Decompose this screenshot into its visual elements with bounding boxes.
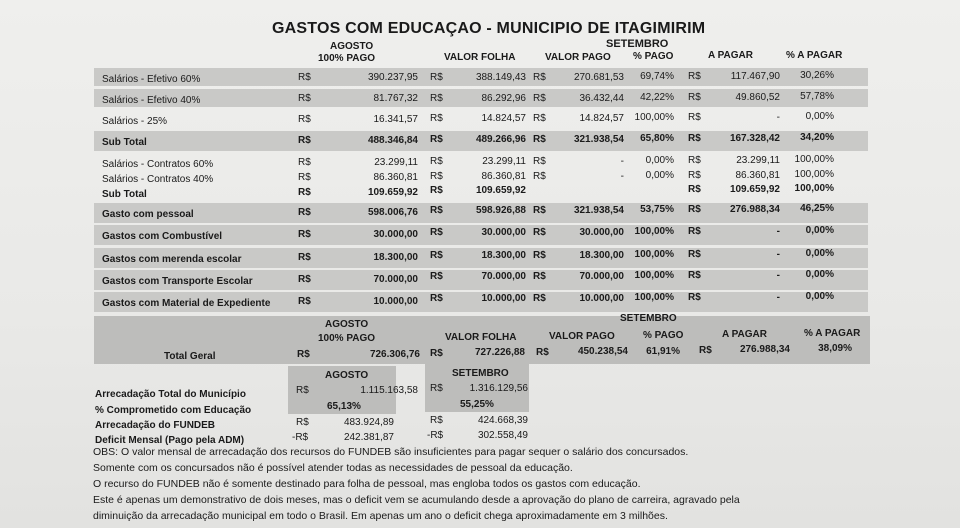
row-label: Gastos com Combustível — [102, 231, 223, 242]
row-currency: R$ — [688, 133, 701, 144]
row-currency: R$ — [430, 185, 443, 196]
row-valor-folha: 86.292,96 — [481, 93, 526, 104]
total-header-setembro: SETEMBRO — [620, 313, 677, 324]
header-setembro: SETEMBRO — [606, 38, 669, 50]
header-pct-pago: % PAGO — [633, 51, 674, 62]
row-pct-a-pagar: 100,00% — [794, 169, 834, 180]
arrecadacao-set: 1.316.129,56 — [469, 383, 528, 394]
comprometido-set: 55,25% — [460, 399, 494, 410]
fundeb-cur-set: R$ — [430, 415, 443, 426]
row-currency: R$ — [298, 135, 311, 146]
row-pct-a-pagar: 57,78% — [800, 91, 834, 102]
row-valor-folha: 86.360,81 — [481, 171, 526, 182]
row-agosto-value: 23.299,11 — [374, 157, 418, 168]
row-pct-pago: 100,00% — [634, 270, 674, 281]
row-currency: R$ — [430, 205, 443, 216]
row-currency: R$ — [533, 113, 546, 124]
arrecadacao-cur-set: R$ — [430, 383, 443, 394]
row-currency: R$ — [430, 134, 443, 145]
row-label: Sub Total — [102, 137, 147, 148]
row-currency: R$ — [430, 156, 443, 167]
total-cur-ago: R$ — [297, 349, 310, 360]
row-currency: R$ — [298, 252, 311, 263]
total-header-pct-a-pagar: % A PAGAR — [804, 328, 861, 339]
row-currency: R$ — [430, 271, 443, 282]
row-pct-pago: 100,00% — [634, 226, 674, 237]
row-valor-pago: 70.000,00 — [579, 271, 624, 282]
row-currency: R$ — [298, 93, 311, 104]
row-currency: R$ — [688, 92, 701, 103]
row-label: Salários - Efetivo 60% — [102, 74, 201, 85]
row-pct-pago: 100,00% — [634, 112, 674, 123]
note-line-2: Somente com os concursados não é possível atender todas as necessidades de pessoal da educação. — [93, 462, 573, 474]
row-agosto-value: 30.000,00 — [373, 229, 418, 240]
row-currency: R$ — [688, 184, 701, 195]
row-label: Salários - Contratos 60% — [102, 159, 214, 170]
deficit-cur-set: -R$ — [427, 430, 444, 441]
row-agosto-value: 86.360,81 — [373, 172, 418, 183]
row-valor-pago: 30.000,00 — [579, 227, 624, 238]
total-cur-apagar: R$ — [699, 345, 712, 356]
arrecadacao-cur-ago: R$ — [296, 385, 309, 396]
document-title: GASTOS COM EDUCAÇAO - MUNICIPIO DE ITAGIMIRIM — [272, 20, 706, 37]
row-label: Salários - Contratos 40% — [102, 174, 214, 185]
row-agosto-value: 81.767,32 — [373, 93, 418, 104]
header-a-pagar: A PAGAR — [708, 50, 753, 61]
row-a-pagar: - — [776, 249, 780, 260]
row-pct-pago: 42,22% — [640, 92, 674, 103]
fundeb-cur-ago: R$ — [296, 417, 309, 428]
row-currency: R$ — [430, 72, 443, 83]
row-a-pagar: 109.659,92 — [729, 184, 780, 195]
note-line-1: OBS: O valor mensal de arrecadação dos recursos do FUNDEB são insuficientes para pagar sequer o salário dos concursados. — [93, 446, 689, 458]
row-valor-pago: 14.824,57 — [579, 113, 624, 124]
row-label: Salários - 25% — [102, 116, 168, 127]
row-pct-pago: 69,74% — [640, 71, 674, 82]
row-currency: R$ — [298, 114, 311, 125]
row-a-pagar: - — [776, 112, 780, 123]
total-cur-folha: R$ — [430, 348, 443, 359]
total-header-100-pago: 100% PAGO — [318, 333, 376, 344]
row-currency: R$ — [430, 293, 443, 304]
row-currency: R$ — [298, 229, 311, 240]
row-pct-a-pagar: 0,00% — [805, 225, 834, 236]
row-agosto-value: 488.346,84 — [367, 135, 418, 146]
row-currency: R$ — [688, 204, 701, 215]
row-currency: R$ — [298, 296, 311, 307]
row-a-pagar: - — [776, 292, 780, 303]
row-pct-pago: 0,00% — [645, 155, 674, 166]
row-currency: R$ — [298, 187, 311, 198]
row-pct-a-pagar: 30,26% — [800, 70, 834, 81]
row-currency: R$ — [533, 93, 546, 104]
total-apagar: 276.988,34 — [739, 344, 790, 355]
header-valor-folha: VALOR FOLHA — [444, 52, 516, 63]
total-header-agosto: AGOSTO — [325, 319, 369, 330]
header-agosto: AGOSTO — [330, 41, 374, 52]
row-currency: R$ — [298, 207, 311, 218]
row-agosto-value: 70.000,00 — [373, 274, 418, 285]
header-valor-pago: VALOR PAGO — [545, 52, 611, 63]
row-pct-a-pagar: 100,00% — [794, 154, 834, 165]
header-pct-a-pagar: % A PAGAR — [786, 50, 843, 61]
row-a-pagar: 86.360,81 — [735, 170, 780, 181]
row-valor-folha: 70.000,00 — [481, 271, 526, 282]
row-a-pagar: 49.860,52 — [735, 92, 780, 103]
total-header-a-pagar: A PAGAR — [722, 329, 767, 340]
row-valor-folha: 18.300,00 — [481, 250, 526, 261]
row-agosto-value: 390.237,95 — [367, 72, 418, 83]
deficit-set: 302.558,49 — [477, 430, 528, 441]
row-pct-pago: 53,75% — [640, 204, 674, 215]
row-currency: R$ — [688, 270, 701, 281]
deficit-label: Deficit Mensal (Pago pela ADM) — [95, 435, 245, 446]
row-a-pagar: 117.467,90 — [730, 71, 780, 82]
total-folha: 727.226,88 — [474, 347, 525, 358]
row-pct-a-pagar: 0,00% — [805, 248, 834, 259]
row-pct-pago: 65,80% — [640, 133, 674, 144]
row-pct-a-pagar: 100,00% — [794, 183, 834, 194]
deficit-cur-ago: -R$ — [292, 432, 309, 443]
row-currency: R$ — [298, 72, 311, 83]
row-agosto-value: 16.341,57 — [373, 114, 418, 125]
row-valor-folha: 388.149,43 — [475, 72, 526, 83]
row-pct-pago: 100,00% — [634, 292, 674, 303]
row-label: Gasto com pessoal — [102, 209, 194, 220]
row-label: Gastos com Material de Expediente — [102, 298, 271, 309]
row-currency: R$ — [430, 250, 443, 261]
total-header-pct-pago: % PAGO — [643, 330, 684, 341]
row-pct-a-pagar: 46,25% — [800, 203, 834, 214]
row-currency: R$ — [298, 157, 311, 168]
row-currency: R$ — [430, 171, 443, 182]
row-agosto-value: 598.006,76 — [367, 207, 418, 218]
row-valor-pago: - — [620, 171, 624, 182]
row-currency: R$ — [430, 113, 443, 124]
row-valor-pago: 270.681,53 — [573, 72, 624, 83]
row-currency: R$ — [533, 72, 546, 83]
row-valor-pago: - — [620, 156, 624, 167]
row-currency: R$ — [533, 156, 546, 167]
row-label: Salários - Efetivo 40% — [102, 95, 201, 106]
row-valor-pago: 18.300,00 — [579, 250, 624, 261]
total-cur-pago: R$ — [536, 347, 549, 358]
row-valor-pago: 36.432,44 — [579, 93, 624, 104]
row-label: Gastos com Transporte Escolar — [102, 276, 253, 287]
note-line-3: O recurso do FUNDEB não é somente destinado para folha de pessoal, mas engloba todos os gastos com educação. — [93, 478, 641, 490]
deficit-ago: 242.381,87 — [343, 432, 394, 443]
row-currency: R$ — [533, 205, 546, 216]
row-valor-pago: 321.938,54 — [573, 205, 624, 216]
row-currency: R$ — [688, 71, 701, 82]
row-pct-a-pagar: 0,00% — [805, 111, 834, 122]
summary-header-agosto: AGOSTO — [325, 370, 369, 381]
row-valor-pago: 10.000,00 — [579, 293, 624, 304]
row-currency: R$ — [298, 172, 311, 183]
row-valor-pago: 321.938,54 — [573, 134, 624, 145]
row-a-pagar: 23.299,11 — [736, 155, 780, 166]
note-line-4: Este é apenas um demonstrativo de dois meses, mas o deficit vem se acumulando desde a aprovação do plano de carreira, agravado pela — [93, 494, 740, 506]
row-valor-folha: 109.659,92 — [475, 185, 526, 196]
row-currency: R$ — [688, 170, 701, 181]
total-label: Total Geral — [164, 351, 216, 362]
header-100-pago: 100% PAGO — [318, 53, 376, 64]
row-label: Sub Total — [102, 189, 147, 200]
total-header-valor-pago: VALOR PAGO — [549, 331, 615, 342]
note-line-5: diminuição da arrecadação municipal em todo o Brasil. Em apenas um ano o deficit chega aproximadamente em 3 milhões. — [93, 510, 668, 522]
row-currency: R$ — [533, 250, 546, 261]
row-currency: R$ — [298, 274, 311, 285]
row-currency: R$ — [430, 93, 443, 104]
row-valor-folha: 10.000,00 — [481, 293, 526, 304]
row-currency: R$ — [533, 227, 546, 238]
row-agosto-value: 18.300,00 — [373, 252, 418, 263]
row-valor-folha: 489.266,96 — [475, 134, 526, 145]
row-currency: R$ — [688, 155, 701, 166]
row-a-pagar: 167.328,42 — [729, 133, 780, 144]
row-agosto-value: 109.659,92 — [367, 187, 418, 198]
row-pct-a-pagar: 0,00% — [805, 291, 834, 302]
row-valor-folha: 598.926,88 — [475, 205, 526, 216]
total-ago: 726.306,76 — [369, 349, 420, 360]
row-agosto-value: 10.000,00 — [373, 296, 418, 307]
row-currency: R$ — [688, 226, 701, 237]
row-valor-folha: 30.000,00 — [481, 227, 526, 238]
row-currency: R$ — [688, 249, 701, 260]
row-currency: R$ — [430, 227, 443, 238]
row-currency: R$ — [533, 134, 546, 145]
row-currency: R$ — [533, 171, 546, 182]
total-pct-apagar: 38,09% — [818, 343, 852, 354]
row-valor-folha: 14.824,57 — [481, 113, 526, 124]
fundeb-ago: 483.924,89 — [343, 417, 394, 428]
comprometido-label: % Comprometido com Educação — [95, 405, 252, 416]
fundeb-set: 424.668,39 — [477, 415, 528, 426]
total-pct: 61,91% — [646, 346, 680, 357]
total-pago: 450.238,54 — [577, 346, 628, 357]
row-currency: R$ — [533, 293, 546, 304]
row-a-pagar: - — [776, 270, 780, 281]
row-valor-folha: 23.299,11 — [482, 156, 526, 167]
arrecadacao-label: Arrecadação Total do Município — [95, 389, 246, 400]
summary-header-setembro: SETEMBRO — [452, 368, 509, 379]
row-pct-a-pagar: 34,20% — [800, 132, 834, 143]
comprometido-ago: 65,13% — [327, 401, 361, 412]
row-a-pagar: - — [776, 226, 780, 237]
row-label: Gastos com merenda escolar — [102, 254, 242, 265]
row-pct-pago: 0,00% — [645, 170, 674, 181]
row-currency: R$ — [533, 271, 546, 282]
row-pct-a-pagar: 0,00% — [805, 269, 834, 280]
arrecadacao-ago: 1.115.163,58 — [360, 385, 418, 396]
row-currency: R$ — [688, 112, 701, 123]
row-pct-pago: 100,00% — [634, 249, 674, 260]
fundeb-label: Arrecadação do FUNDEB — [95, 420, 216, 431]
total-header-valor-folha: VALOR FOLHA — [445, 332, 517, 343]
row-currency: R$ — [688, 292, 701, 303]
row-a-pagar: 276.988,34 — [729, 204, 780, 215]
